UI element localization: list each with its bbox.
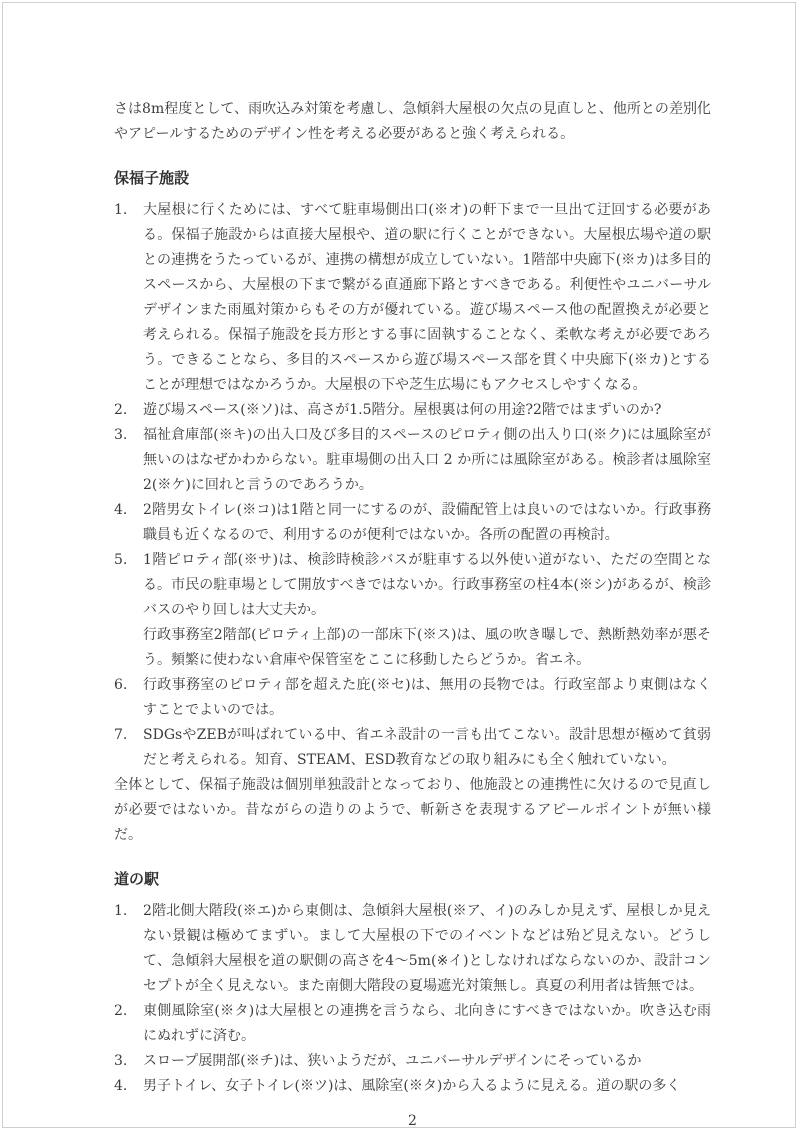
item-number: 4. [114, 502, 128, 518]
item-text: 行政事務室のピロティ部を超えた庇(※セ)は、無用の長物では。行政室部より東側はなくすことでよいのでは。 [143, 677, 711, 718]
item-number: 5. [114, 552, 128, 568]
list-item [114, 498, 711, 548]
item-number: 3. [114, 427, 128, 443]
section-heading-hofukushi: 保福子施設 [114, 169, 190, 187]
item-number: 2. [114, 1003, 128, 1019]
item-text: 男子トイレ、女子トイレ(※ツ)は、風除室(※タ)から入るように見える。道の駅の多く [143, 1078, 681, 1094]
item-number: 2. [114, 402, 128, 418]
intro-paragraph: さは8m程度として、雨吹込み対策を考慮し、急傾斜大屋根の欠点の見直しと、他所との差別化やアピールするためのデザイン性を考える必要があると強く考えられる。 [114, 101, 711, 142]
list-item [114, 398, 711, 423]
list-item [114, 899, 711, 999]
item-number: 7. [114, 727, 128, 743]
item-text: 2階北側大階段(※エ)から東側は、急傾斜大屋根(※ア、イ)のみしか見えず、屋根しか見えない景観は極めてまずい。まして大屋根の下でのイベントなどは殆ど見えない。どうして、急傾斜大屋根を道の駅側の高さを4〜5m(※イ)としなければならないのか、設計コンセプトが全く見えない。また南側大階段の夏場遮光対策無し。真夏の利用者は皆無では。 [143, 903, 711, 994]
page-content [3, 3, 795, 1131]
item-text-continued: 行政事務室2階部(ピロティ上部)の一部床下(※ス)は、風の吹き曝しで、熱断熱効率が悪そう。頻繁に使わない倉庫や保管室をここに移動したらどうか。省エネ。 [143, 627, 711, 668]
item-text: 東側風除室(※タ)は大屋根との連携を言うなら、北向きにすべきではないか。吹き込む雨にぬれずに済む。 [143, 1003, 711, 1044]
item-text: 1階ピロティ部(※サ)は、検診時検診バスが駐車する以外使い道がない、ただの空間となる。市民の駐車場として開放すべきではないか。行政事務室の柱4本(※シ)があるが、検診バスのやり回しは大丈夫か。 [143, 552, 711, 618]
list-item [114, 999, 711, 1049]
item-text: 遊び場スペース(※ソ)は、高さが1.5階分。屋根裏は何の用途?2階ではまずいのか? [143, 402, 662, 418]
item-number: 1. [114, 903, 128, 919]
list-item [114, 548, 711, 673]
item-text: スロープ展開部(※チ)は、狭いようだが、ユニバーサルデザインにそっているか [143, 1053, 642, 1069]
page-number: 2 [408, 1113, 417, 1129]
document-page [2, 2, 796, 1128]
closing-paragraph: 全体として、保福子施設は個別単独設計となっており、他施設との連携性に欠けるので見直しが必要ではないか。昔ながらの造りのようで、斬新さを表現するアピールポイントが無い様だ。 [114, 777, 711, 843]
list-item [114, 198, 711, 398]
item-text: 福祉倉庫部(※キ)の出入口及び多目的スペースのピロティ側の出入り口(※ク)には風除室が無いのはなぜかわからない。駐車場側の出入口 2 か所には風除室がある。検診者は風除室2(※ケ)に回れと言うのであろうか。 [143, 427, 711, 493]
item-number: 1. [114, 202, 128, 218]
item-text: 大屋根に行くためには、すべて駐車場側出口(※オ)の軒下まで一旦出て迂回する必要がある。保福子施設からは直接大屋根や、道の駅に行くことができない。大屋根広場や道の駅との連携をうたっているが、連携の構想が成立していない。1階部中央廊下(※カ)は多目的スペースから、大屋根の下まで繋がる直通廊下路とすべきである。利便性やユニバーサルデザインまた雨風対策からもその方が優れている。遊び場スペース他の配置換えが必要と考えられる。保福子施設を長方形とする事に固執することなく、柔軟な考えが必要であろう。できることなら、多目的スペースから遊び場スペース部を貫く中央廊下(※カ)とすることが理想ではなかろうか。大屋根の下や芝生広場にもアクセスしやすくなる。 [143, 202, 711, 393]
list-item [114, 423, 711, 498]
item-number: 4. [114, 1078, 128, 1094]
item-number: 3. [114, 1053, 128, 1069]
list-item [114, 723, 711, 773]
section-heading-michinoeki: 道の駅 [114, 870, 160, 888]
list-item [114, 673, 711, 723]
item-text: SDGsやZEBが叫ばれている中、省エネ設計の一言も出てこない。設計思想が極めて貧弱だと考えられる。知育、STEAM、ESD教育などの取り組みにも全く触れていない。 [143, 727, 711, 768]
list-item [114, 1049, 711, 1074]
list-item [114, 1074, 711, 1099]
item-number: 6. [114, 677, 128, 693]
item-text: 2階男女トイレ(※コ)は1階と同一にするのが、設備配管上は良いのではないか。行政事務職員も近くなるので、利用するのが便利ではないか。各所の配置の再検討。 [143, 502, 711, 543]
